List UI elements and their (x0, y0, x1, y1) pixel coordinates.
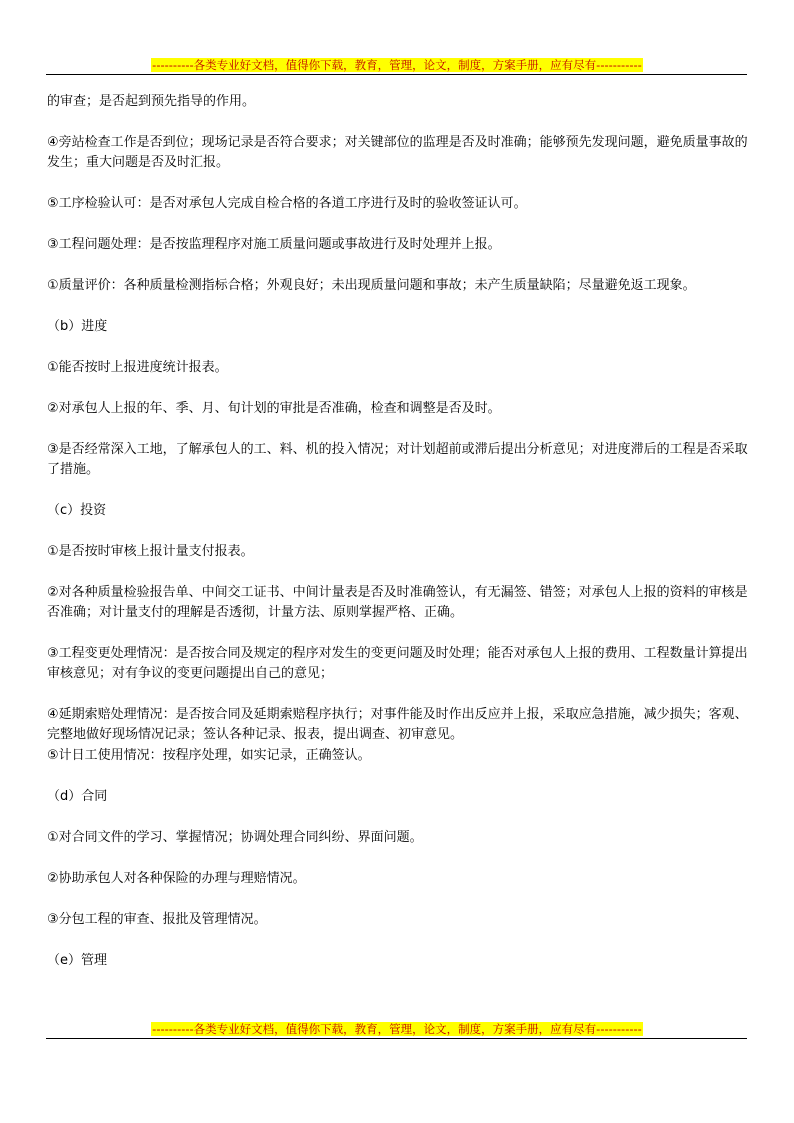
paragraph: ④延期索赔处理情况：是否按合同及延期索赔程序执行；对事件能及时作出反应并上报，采取应急措施，减少损失；客观、完整地做好现场情况记录；签认各种记录、报表，提出调查、初审意见。 (47, 707, 748, 742)
paragraph: ⑤工序检验认可：是否对承包人完成自检合格的各道工序进行及时的验收签证认可。 (47, 196, 527, 211)
paragraph: ①是否按时审核上报计量支付报表。 (47, 544, 254, 559)
footer-rule (46, 1038, 747, 1039)
paragraph: 的审查；是否起到预先指导的作用。 (47, 94, 256, 109)
paragraph: ④旁站检查工作是否到位；现场记录是否符合要求；对关键部位的监理是否及时准确；能够预先发现问题，避免质量事故的发生；重大问题是否及时汇报。 (47, 135, 748, 170)
paragraph: ②对各种质量检验报告单、中间交工证书、中间计量表是否及时准确签认，有无漏签、错签；对承包人上报的资料的审核是否准确；对计量支付的理解是否透彻，计量方法、原则掌握严格、正确。 (47, 585, 748, 620)
paragraph: ⑤计日工使用情况：按程序处理，如实记录，正确签认。 (47, 748, 371, 763)
header-rule (46, 74, 747, 75)
paragraph: ③工程问题处理：是否按监理程序对施工质量问题或事故进行及时处理并上报。 (47, 237, 501, 252)
paragraph: ③分包工程的审查、报批及管理情况。 (47, 912, 267, 927)
section-heading: （e）管理 (47, 953, 107, 968)
document-body (47, 92, 749, 971)
section-heading: （c）投资 (47, 503, 107, 518)
header-banner-text: ----------各类专业好文档，值得你下载，教育，管理，论文，制度，方案手册，应有尽有----------- (152, 58, 642, 72)
section-heading: （b）进度 (47, 319, 108, 334)
paragraph: ①能否按时上报进度统计报表。 (47, 360, 228, 375)
paragraph: ①质量评价：各种质量检测指标合格；外观良好；未出现质量问题和事故；未产生质量缺陷；尽量避免返工现象。 (47, 278, 696, 293)
paragraph: ③工程变更处理情况：是否按合同及规定的程序对发生的变更问题及时处理；能否对承包人上报的费用、工程数量计算提出审核意见；对有争议的变更问题提出自己的意见； (47, 646, 748, 681)
section-heading: （d）合同 (47, 789, 108, 804)
paragraph: ②协助承包人对各种保险的办理与理赔情况。 (47, 871, 306, 886)
paragraph: ②对承包人上报的年、季、月、旬计划的审批是否准确，检查和调整是否及时。 (47, 401, 501, 416)
footer-banner-text: ----------各类专业好文档，值得你下载，教育，管理，论文，制度，方案手册，应有尽有----------- (152, 1022, 642, 1036)
paragraph: ①对合同文件的学习、掌握情况；协调处理合同纠纷、界面问题。 (47, 830, 423, 845)
header-banner (0, 57, 794, 73)
paragraph: ③是否经常深入工地，了解承包人的工、料、机的投入情况；对计划超前或滞后提出分析意见；对进度滞后的工程是否采取了措施。 (47, 442, 748, 477)
footer-banner (0, 1021, 794, 1037)
